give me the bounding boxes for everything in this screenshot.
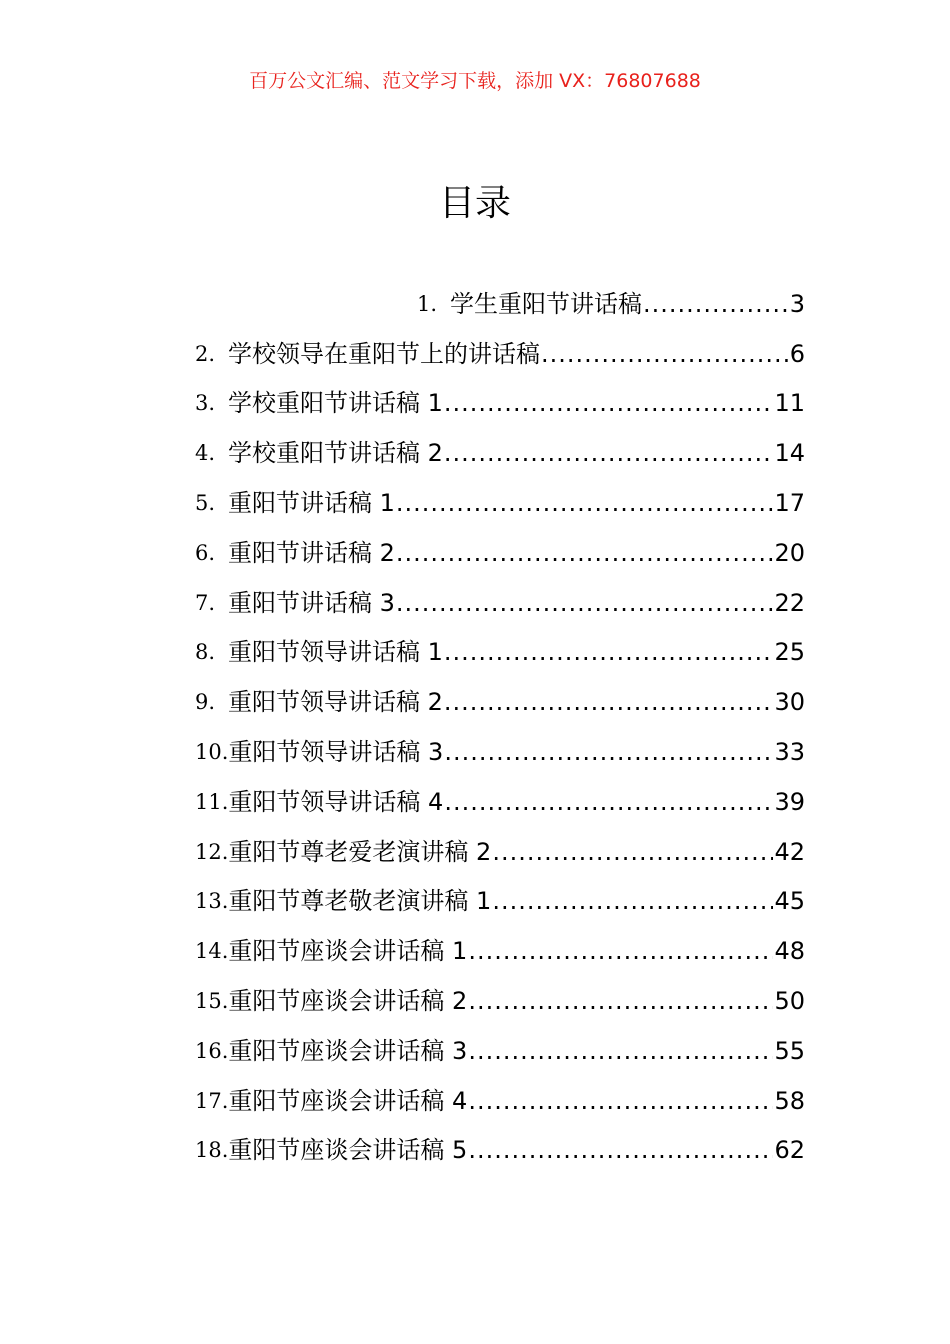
table-of-contents: [0, 279, 950, 1175]
toc-entry-title: 重阳节座谈会讲话稿 4: [228, 1086, 468, 1115]
toc-entry[interactable]: [195, 578, 805, 628]
toc-entry-page: 58: [774, 1086, 805, 1115]
toc-entry-title: 学校重阳节讲话稿 2: [228, 439, 443, 468]
toc-entry[interactable]: [195, 528, 805, 578]
toc-entry-page: 17: [774, 489, 805, 518]
toc-dot-leader: [444, 635, 774, 669]
toc-entry-number: 17.: [195, 1088, 229, 1113]
toc-dot-leader: [444, 386, 774, 420]
toc-entry-page: 20: [774, 538, 805, 567]
toc-entry[interactable]: [195, 976, 805, 1026]
toc-entry-title: 学生重阳节讲话稿: [450, 289, 642, 318]
toc-entry-number: 3.: [195, 391, 216, 416]
toc-entry-title: 重阳节领导讲话稿 3: [228, 738, 444, 767]
toc-dot-leader: [444, 685, 774, 719]
toc-entry[interactable]: [195, 329, 805, 379]
toc-dot-leader: [541, 337, 789, 371]
toc-entry-title: 学校重阳节讲话稿 1: [228, 389, 443, 418]
header-note: 百万公文汇编、范文学习下载，添加 VX：76807688: [249, 70, 701, 92]
toc-entry-number: 5.: [195, 491, 216, 516]
toc-entry-title: 重阳节领导讲话稿 1: [228, 638, 443, 667]
toc-dot-leader: [396, 586, 774, 620]
toc-entry[interactable]: [417, 279, 805, 329]
toc-entry[interactable]: [195, 478, 805, 528]
toc-dot-leader: [468, 1034, 773, 1068]
toc-entry-number: 6.: [195, 540, 216, 565]
toc-entry-page: 33: [774, 738, 805, 767]
toc-entry-title: 重阳节座谈会讲话稿 2: [228, 987, 468, 1016]
toc-entry-page: 25: [774, 638, 805, 667]
toc-entry[interactable]: [195, 1026, 805, 1076]
toc-entry-title: 重阳节座谈会讲话稿 1: [228, 937, 468, 966]
toc-entry-number: 2.: [195, 341, 216, 366]
toc-dot-leader: [468, 1133, 773, 1167]
toc-entry-number: 18.: [195, 1138, 229, 1163]
toc-entry[interactable]: [195, 1126, 805, 1176]
toc-entry-title: 重阳节座谈会讲话稿 3: [228, 1036, 468, 1065]
toc-entry-number: 14.: [195, 939, 229, 964]
toc-entry-page: 50: [774, 987, 805, 1016]
toc-dot-leader: [444, 785, 773, 819]
toc-entry[interactable]: [195, 777, 805, 827]
toc-entry-title: 重阳节尊老敬老演讲稿 1: [228, 887, 492, 916]
toc-dot-leader: [468, 934, 773, 968]
toc-dot-leader: [444, 436, 774, 470]
toc-entry-number: 8.: [195, 640, 216, 665]
toc-entry[interactable]: [195, 628, 805, 678]
toc-dot-leader: [444, 735, 773, 769]
toc-dot-leader: [468, 1084, 773, 1118]
toc-entry-page: 22: [774, 588, 805, 617]
toc-entry-title: 学校领导在重阳节上的讲话稿: [228, 339, 540, 368]
toc-entry-title: 重阳节讲话稿 1: [228, 489, 395, 518]
toc-dot-leader: [492, 884, 773, 918]
toc-entry-page: 14: [774, 439, 805, 468]
toc-entry-page: 39: [774, 787, 805, 816]
toc-entry-number: 9.: [195, 690, 216, 715]
toc-entry-number: 1.: [417, 291, 438, 316]
toc-entry[interactable]: [195, 379, 805, 429]
toc-entry[interactable]: [195, 428, 805, 478]
toc-entry-page: 42: [774, 837, 805, 866]
toc-entry-page: 3: [789, 289, 805, 318]
toc-dot-leader: [396, 486, 774, 520]
toc-entry-number: 7.: [195, 590, 216, 615]
page-title: 目录: [438, 183, 511, 224]
toc-entry[interactable]: [195, 877, 805, 927]
toc-entry-title: 重阳节尊老爱老演讲稿 2: [228, 837, 492, 866]
toc-entry-page: 48: [774, 937, 805, 966]
toc-entry-page: 30: [774, 688, 805, 717]
toc-entry-number: 4.: [195, 441, 216, 466]
toc-entry-page: 11: [774, 389, 805, 418]
toc-entry[interactable]: [195, 727, 805, 777]
toc-entry-page: 45: [774, 887, 805, 916]
toc-entry[interactable]: [195, 1076, 805, 1126]
toc-entry-page: 6: [789, 339, 805, 368]
toc-entry-number: 10.: [195, 740, 229, 765]
toc-entry-number: 13.: [195, 889, 229, 914]
toc-entry-title: 重阳节领导讲话稿 4: [228, 787, 444, 816]
toc-entry-page: 62: [774, 1136, 805, 1165]
toc-entry-title: 重阳节领导讲话稿 2: [228, 688, 443, 717]
toc-entry-title: 重阳节座谈会讲话稿 5: [228, 1136, 468, 1165]
toc-entry[interactable]: [195, 677, 805, 727]
toc-entry[interactable]: [195, 926, 805, 976]
toc-entry-number: 11.: [195, 789, 229, 814]
toc-dot-leader: [492, 835, 773, 869]
toc-entry-page: 55: [774, 1036, 805, 1065]
toc-entry-title: 重阳节讲话稿 3: [228, 588, 395, 617]
toc-dot-leader: [396, 536, 774, 570]
toc-dot-leader: [468, 984, 773, 1018]
toc-entry[interactable]: [195, 827, 805, 877]
toc-entry-number: 12.: [195, 839, 229, 864]
toc-entry-number: 16.: [195, 1038, 229, 1063]
toc-entry-number: 15.: [195, 989, 229, 1014]
toc-dot-leader: [643, 287, 789, 321]
toc-entry-title: 重阳节讲话稿 2: [228, 538, 395, 567]
